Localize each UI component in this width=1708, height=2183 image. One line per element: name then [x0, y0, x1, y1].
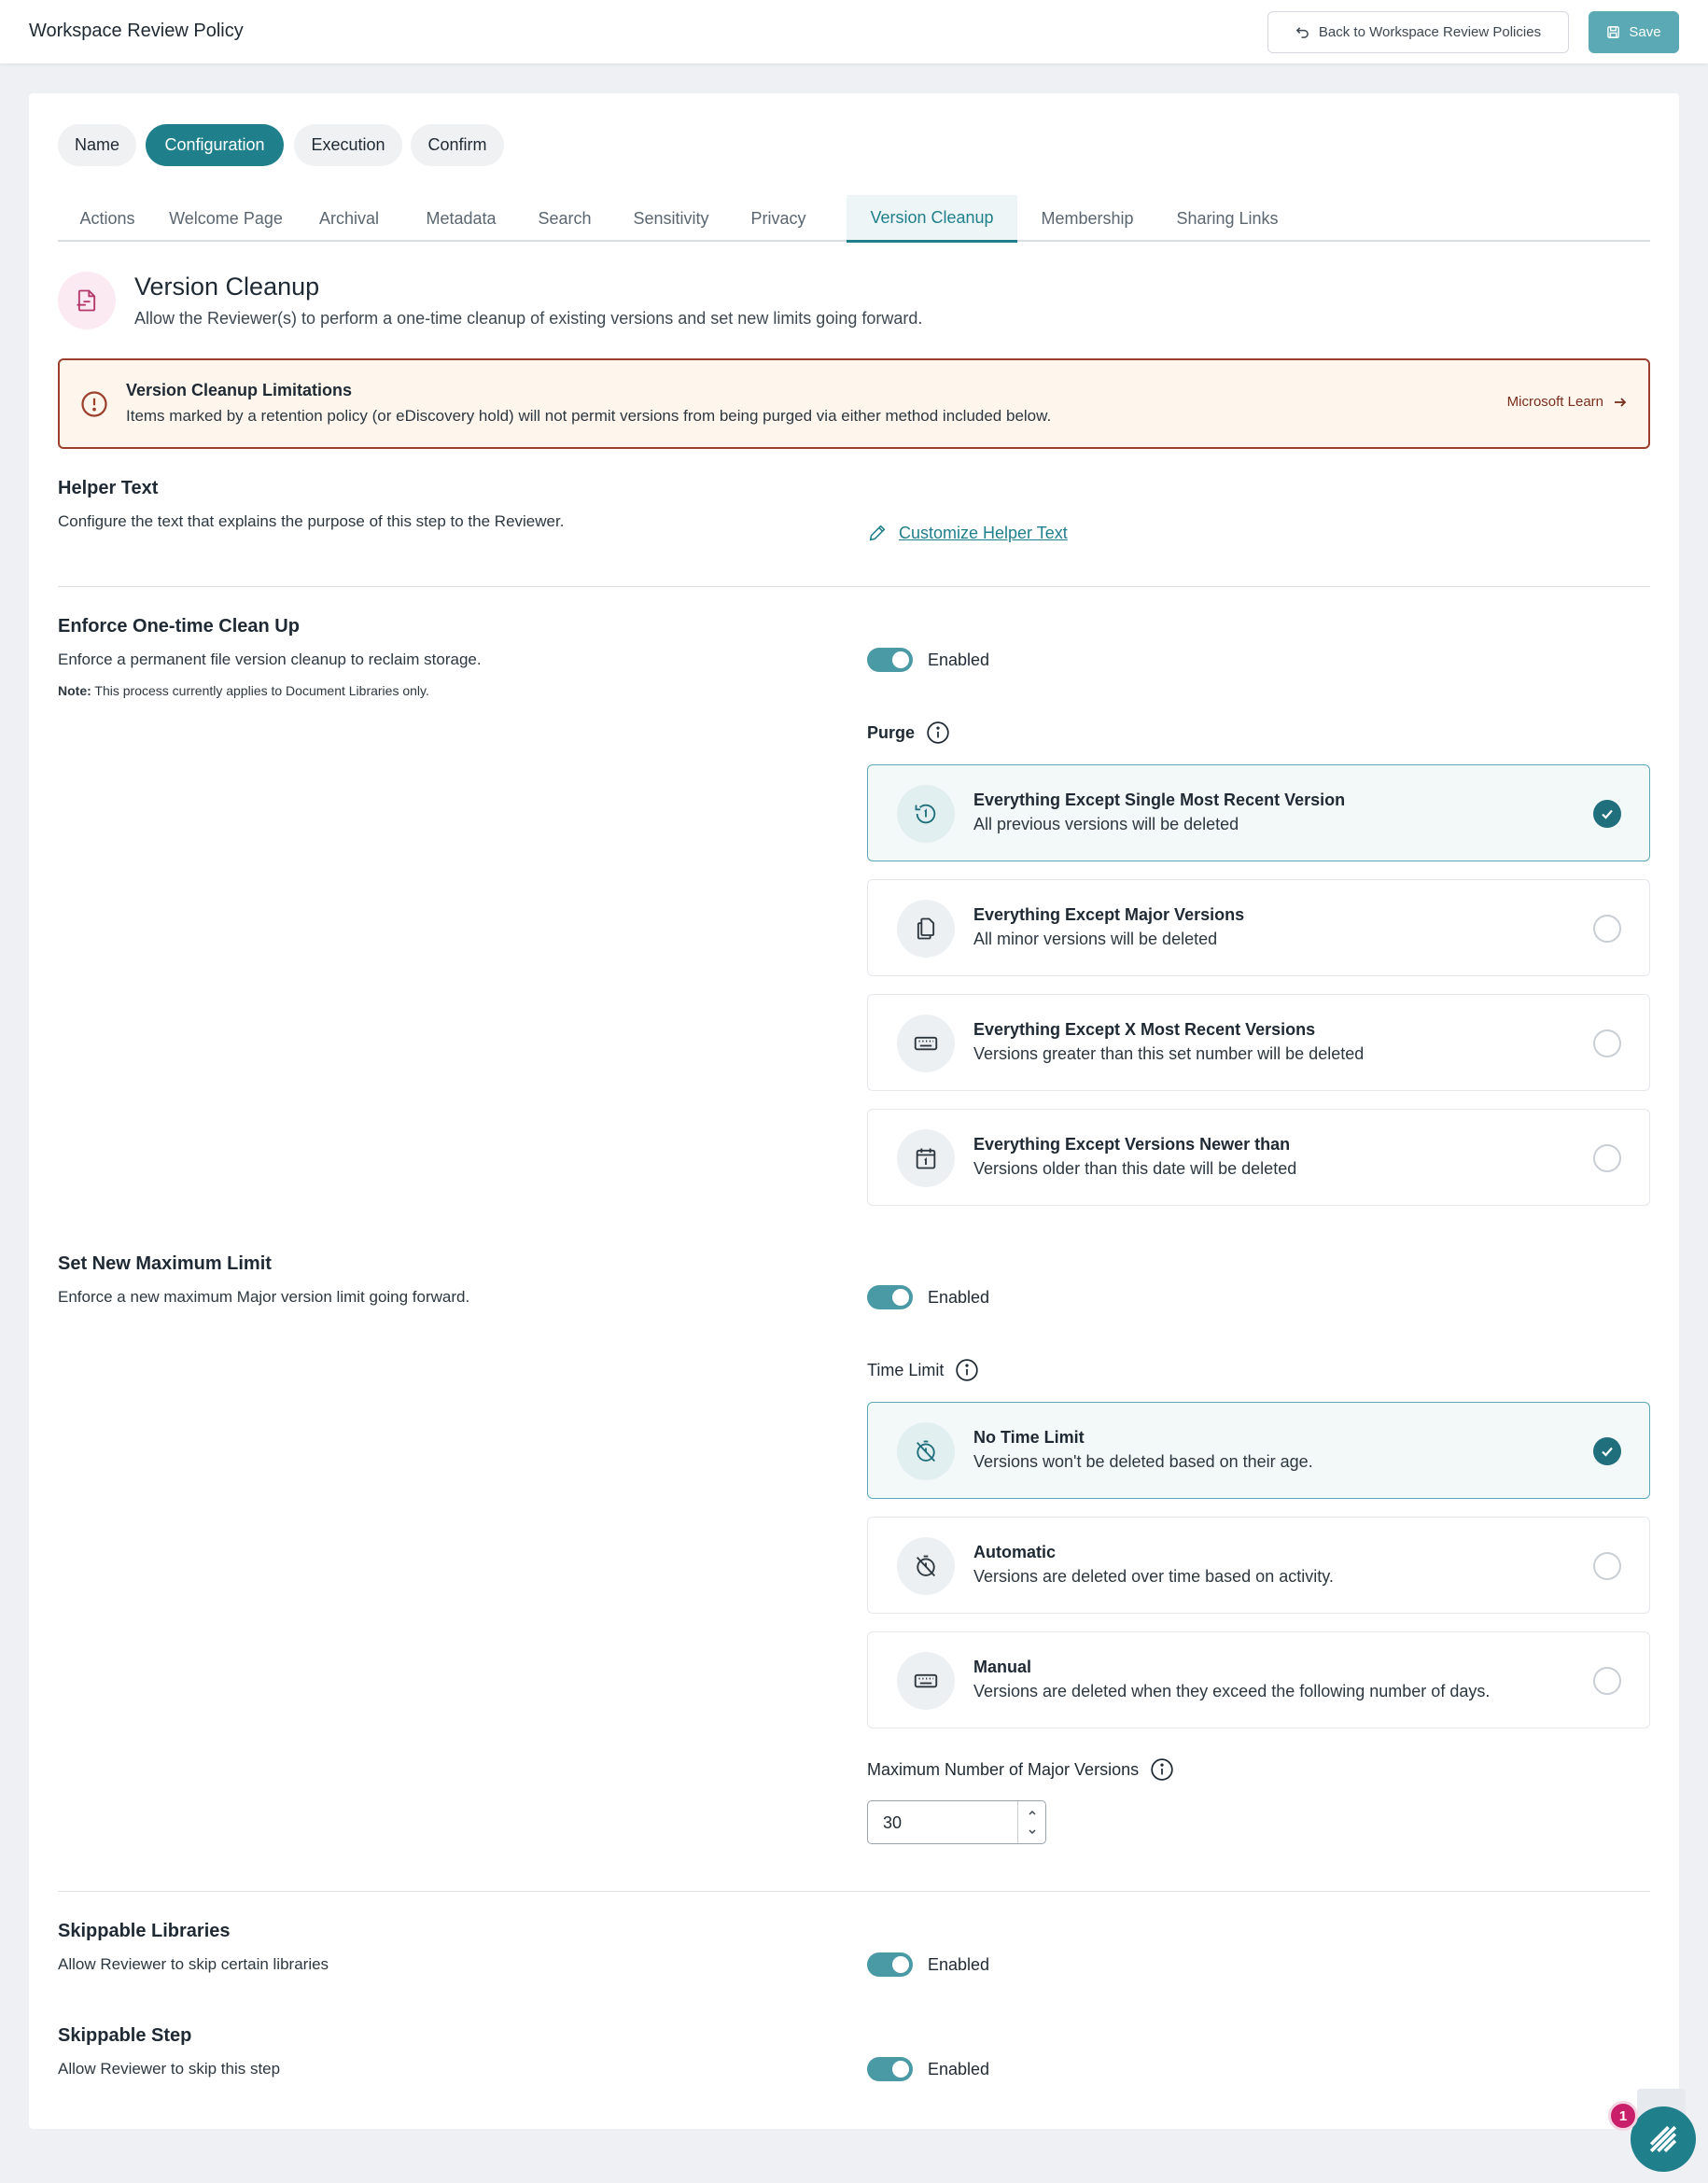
option-title: Automatic — [973, 1543, 1057, 1561]
option-title: Everything Except X Most Recent Versions — [973, 1020, 1316, 1039]
skip-libraries-description: Allow Reviewer to skip certain libraries — [58, 1955, 329, 1973]
cleanup-toggle-label: Enabled — [928, 650, 990, 669]
keyboard-icon-wrap — [897, 1015, 955, 1072]
chevron-down-icon[interactable] — [1027, 1826, 1038, 1838]
option-title: No Time Limit — [973, 1428, 1085, 1447]
option-title: Everything Except Major Versions — [973, 905, 1245, 924]
helper-text-description: Configure the text that explains the purpose of this step to the Reviewer. — [58, 512, 565, 530]
save-icon — [1606, 25, 1620, 39]
tab-actions[interactable]: Actions — [79, 208, 135, 228]
cleanup-description: Enforce a permanent file version cleanup to reclaim storage. — [58, 651, 482, 668]
time-limit-label-text: Time Limit — [867, 1360, 945, 1379]
timer-off-icon-wrap — [897, 1537, 955, 1595]
radio-unchecked[interactable] — [1593, 1667, 1621, 1695]
alert-circle-icon — [80, 390, 108, 418]
info-icon[interactable] — [1150, 1757, 1174, 1782]
skip-libraries-label: Skippable Libraries — [58, 1921, 231, 1941]
top-bar — [0, 0, 1708, 63]
alert-title: Version Cleanup Limitations — [126, 381, 353, 399]
radio-unchecked[interactable] — [1593, 1029, 1621, 1057]
time-option-automatic[interactable] — [867, 1517, 1650, 1614]
tab-metadata[interactable]: Metadata — [426, 208, 497, 228]
divider — [58, 586, 1650, 587]
app-title: Workspace Review Policy — [29, 21, 244, 41]
pencil-icon — [867, 523, 888, 543]
tab-membership[interactable]: Membership — [1041, 208, 1134, 228]
radio-unchecked[interactable] — [1593, 1552, 1621, 1580]
calendar-icon-wrap — [897, 1129, 955, 1187]
chat-logo-icon — [1643, 2119, 1684, 2160]
time-option-no-limit[interactable] — [867, 1402, 1650, 1499]
customize-helper-text-label: Customize Helper Text — [899, 523, 1068, 542]
limitations-alert — [58, 358, 1650, 449]
max-versions-label-text: Maximum Number of Major Versions — [867, 1759, 1140, 1779]
purge-label — [867, 721, 950, 745]
note-bold: Note: — [58, 683, 91, 698]
chevron-up-icon[interactable] — [1027, 1807, 1038, 1818]
option-title: Everything Except Single Most Recent Version — [973, 791, 1346, 809]
info-icon[interactable] — [926, 721, 950, 745]
step-execution[interactable]: Execution — [294, 124, 402, 166]
sub-tabs — [58, 195, 1650, 242]
cleanup-note — [58, 683, 429, 698]
note-text: This process currently applies to Document Libraries only. — [91, 683, 429, 698]
purge-option-single-recent[interactable] — [867, 764, 1650, 861]
back-button-label: Back to Workspace Review Policies — [1318, 24, 1542, 40]
max-versions-label — [867, 1757, 1174, 1782]
option-subtitle: Versions are deleted when they exceed the following number of days. — [973, 1682, 1491, 1700]
limit-toggle[interactable] — [867, 1285, 913, 1309]
number-stepper[interactable] — [1017, 1801, 1045, 1843]
skip-step-toggle[interactable] — [867, 2057, 913, 2081]
option-subtitle: Versions greater than this set number will be deleted — [973, 1044, 1365, 1063]
save-button[interactable] — [1589, 11, 1679, 53]
save-button-label: Save — [1629, 24, 1661, 40]
skip-libraries-toggle-label: Enabled — [928, 1954, 990, 1974]
step-confirm[interactable]: Confirm — [411, 124, 504, 166]
alert-text: Items marked by a retention policy (or eDiscovery hold) will not permit versions from being purged via either method included below. — [126, 407, 1052, 425]
tab-welcome-page[interactable]: Welcome Page — [169, 208, 283, 228]
purge-option-major-versions[interactable] — [867, 879, 1650, 976]
purge-label-text: Purge — [867, 722, 916, 742]
time-limit-label — [867, 1358, 979, 1382]
copy-icon — [913, 916, 939, 942]
option-subtitle: Versions older than this date will be deleted — [973, 1159, 1297, 1178]
history-icon — [913, 801, 939, 827]
radio-checked[interactable] — [1593, 800, 1621, 828]
page-description: Allow the Reviewer(s) to perform a one-time cleanup of existing versions and set new limits going forward. — [134, 309, 923, 328]
copy-icon-wrap — [897, 900, 955, 958]
step-name[interactable]: Name — [58, 124, 136, 166]
radio-unchecked[interactable] — [1593, 915, 1621, 943]
option-subtitle: Versions are deleted over time based on activity. — [973, 1567, 1334, 1586]
limit-label: Set New Maximum Limit — [58, 1253, 272, 1274]
back-button[interactable] — [1267, 11, 1569, 53]
max-versions-input[interactable] — [867, 1800, 1046, 1844]
max-versions-value: 30 — [883, 1813, 903, 1832]
chat-launcher-button[interactable] — [1631, 2106, 1696, 2172]
check-icon — [1600, 806, 1615, 821]
back-arrow-icon — [1295, 25, 1309, 39]
tab-sensitivity[interactable]: Sensitivity — [633, 208, 709, 228]
purge-option-x-recent[interactable] — [867, 994, 1650, 1091]
keyboard-icon — [912, 1667, 940, 1695]
tab-sharing-links[interactable]: Sharing Links — [1176, 208, 1279, 228]
skip-step-label: Skippable Step — [58, 2025, 192, 2046]
helper-text-label: Helper Text — [58, 478, 159, 498]
arrow-right-icon — [1613, 395, 1628, 410]
tab-search[interactable]: Search — [538, 208, 592, 228]
document-icon — [74, 287, 100, 314]
calendar-icon — [913, 1145, 939, 1171]
history-icon-wrap — [897, 785, 955, 843]
tab-version-cleanup[interactable]: Version Cleanup — [847, 195, 1017, 243]
radio-checked[interactable] — [1593, 1437, 1621, 1465]
cleanup-label: Enforce One-time Clean Up — [58, 616, 300, 637]
skip-step-toggle-row[interactable] — [867, 2057, 989, 2081]
timer-off-icon — [913, 1553, 939, 1579]
document-icon-wrap — [58, 272, 116, 329]
keyboard-icon — [912, 1029, 940, 1057]
microsoft-learn-link[interactable] — [1507, 394, 1628, 410]
divider — [58, 1891, 1650, 1892]
tab-archival[interactable]: Archival — [318, 208, 380, 228]
tab-privacy[interactable]: Privacy — [750, 208, 806, 228]
skip-step-toggle-label: Enabled — [928, 2059, 990, 2078]
option-title: Everything Except Versions Newer than — [973, 1135, 1291, 1154]
purge-option-newer-than[interactable] — [867, 1109, 1650, 1206]
option-subtitle: All previous versions will be deleted — [973, 815, 1239, 833]
radio-unchecked[interactable] — [1593, 1144, 1621, 1172]
timer-off-icon — [913, 1438, 939, 1464]
cleanup-toggle-row[interactable] — [867, 648, 989, 672]
info-icon[interactable] — [955, 1358, 979, 1382]
keyboard-icon-wrap — [897, 1652, 955, 1710]
step-configuration[interactable]: Configuration — [146, 124, 284, 166]
limit-description: Enforce a new maximum Major version limit going forward. — [58, 1288, 470, 1306]
timer-off-icon-wrap — [897, 1422, 955, 1480]
option-title: Manual — [973, 1658, 1032, 1676]
limit-toggle-label: Enabled — [928, 1287, 990, 1307]
check-icon — [1600, 1444, 1615, 1459]
microsoft-learn-label: Microsoft Learn — [1506, 394, 1603, 410]
limit-toggle-row[interactable] — [867, 1285, 989, 1309]
skip-libraries-toggle-row[interactable] — [867, 1952, 989, 1977]
skip-libraries-toggle[interactable] — [867, 1952, 913, 1977]
time-option-manual[interactable] — [867, 1631, 1650, 1728]
option-subtitle: Versions won't be deleted based on their age. — [973, 1452, 1313, 1471]
notification-badge: 1 — [1608, 2101, 1638, 2131]
page-title: Version Cleanup — [134, 273, 320, 301]
customize-helper-text-link[interactable] — [867, 523, 1068, 543]
option-subtitle: All minor versions will be deleted — [973, 930, 1218, 948]
skip-step-description: Allow Reviewer to skip this step — [58, 2060, 281, 2078]
cleanup-toggle[interactable] — [867, 648, 913, 672]
